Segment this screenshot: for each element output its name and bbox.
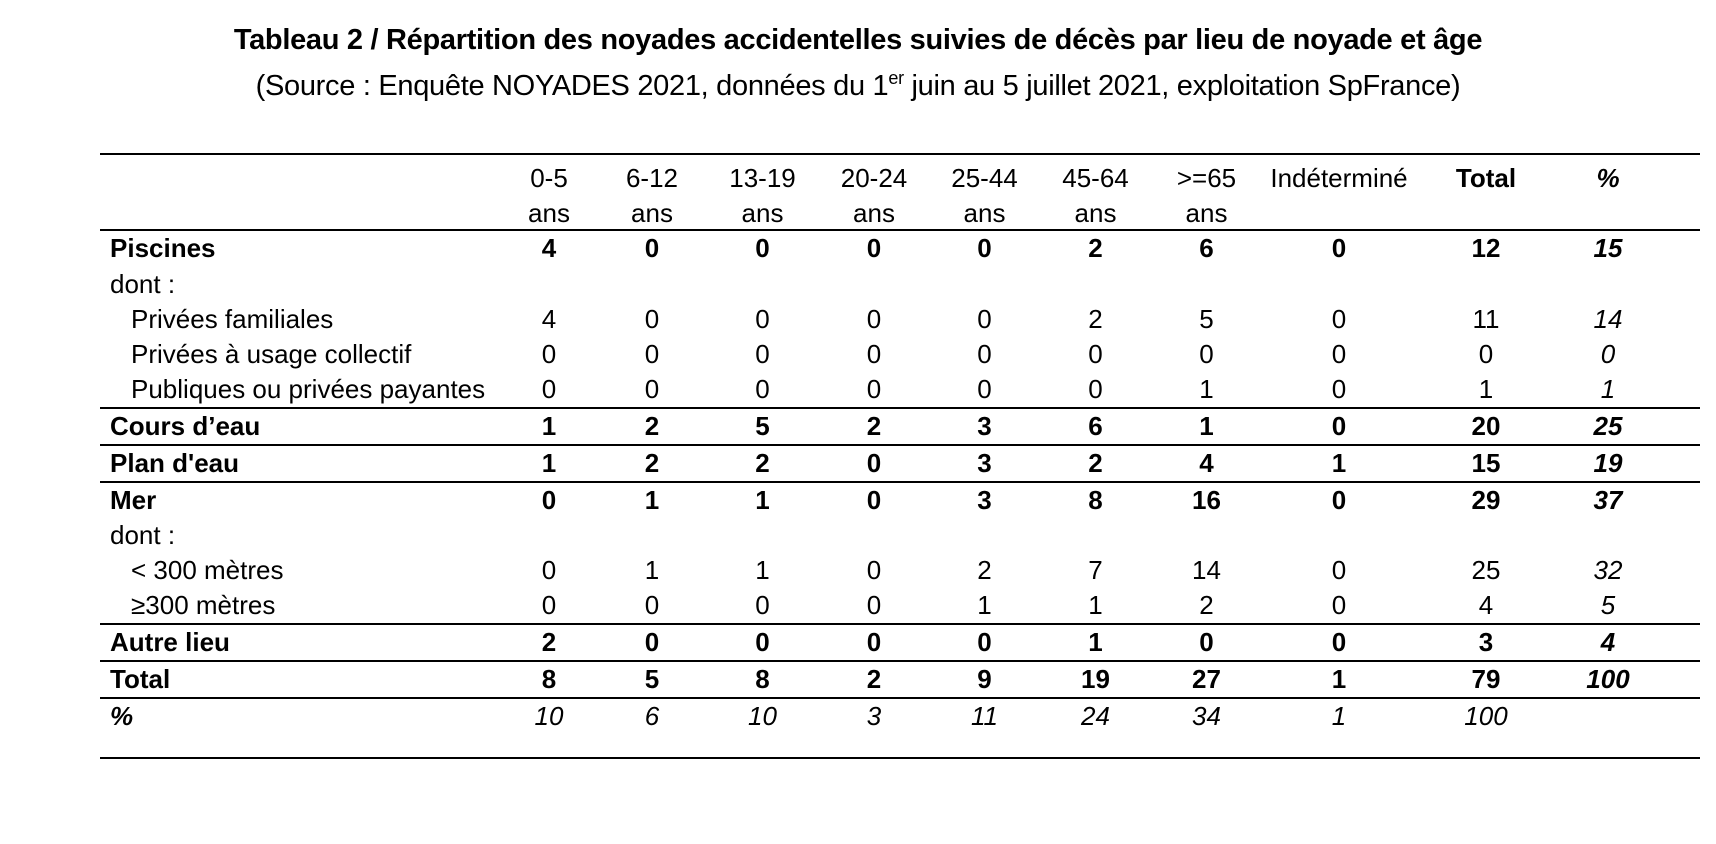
table-cell: 0 xyxy=(866,448,882,478)
table-cell: 10 xyxy=(748,701,777,731)
table-cell: 0 xyxy=(541,339,557,369)
table-cell: 1 xyxy=(1088,627,1103,657)
table-cell: 0 xyxy=(866,339,882,369)
table-cell: 4 xyxy=(1478,590,1494,620)
table-cell: 1 xyxy=(1331,448,1347,478)
table-cell: 2 xyxy=(755,448,770,478)
table-cell: 3 xyxy=(977,448,992,478)
table-cell: 1 xyxy=(755,555,770,585)
table-cell: 4 xyxy=(1199,448,1214,478)
table-cell: 0 xyxy=(866,485,882,515)
row-label: Privées familiales xyxy=(131,304,334,334)
table-cell: 0 xyxy=(1331,374,1347,404)
table-cell: 27 xyxy=(1192,664,1221,694)
table-cell: 0 xyxy=(866,374,882,404)
table-cell: 0 xyxy=(644,304,660,334)
row-label: ≥300 mètres xyxy=(131,590,276,620)
table-cell: 1 xyxy=(1478,374,1494,404)
table-cell xyxy=(1556,267,1660,302)
table-row xyxy=(100,483,1700,518)
table-cell: 0 xyxy=(644,590,660,620)
table-cell: 0 xyxy=(1331,339,1347,369)
table-cell: 1 xyxy=(644,555,660,585)
row-label: Total xyxy=(110,664,171,694)
table-cell xyxy=(1151,267,1262,302)
table-cell: 1 xyxy=(541,448,557,478)
table-cell xyxy=(706,518,819,553)
table-cell: 2 xyxy=(977,555,992,585)
table-cell: 0 xyxy=(1331,485,1347,515)
table-cell xyxy=(1262,518,1416,553)
col-header: 25-44 ans xyxy=(951,163,1018,228)
table-cell xyxy=(1416,518,1556,553)
table-cell xyxy=(929,267,1040,302)
table-row xyxy=(100,518,1700,553)
row-label: % xyxy=(110,701,134,731)
table-cell: 6 xyxy=(1088,411,1103,441)
table-cell: 0 xyxy=(1478,339,1494,369)
table-cell: 4 xyxy=(541,304,557,334)
row-label: Plan d'eau xyxy=(110,448,239,478)
table-cell: 19 xyxy=(1593,448,1623,478)
table-cell: 2 xyxy=(1199,590,1214,620)
table-cell: 1 xyxy=(541,411,557,441)
table-cell xyxy=(1416,267,1556,302)
table-cell: 0 xyxy=(1331,411,1347,441)
table-cell: 2 xyxy=(1088,448,1103,478)
table-row xyxy=(100,372,1700,409)
table-cell: 1 xyxy=(1331,664,1347,694)
table-cell: 5 xyxy=(755,411,770,441)
table-cell: 0 xyxy=(866,590,882,620)
table-cell: 0 xyxy=(755,590,770,620)
table-row xyxy=(100,231,1700,267)
table-cell xyxy=(1556,518,1660,553)
table-cell: 3 xyxy=(866,701,882,731)
table-cell: 2 xyxy=(1088,304,1103,334)
table-cell: 2 xyxy=(644,411,660,441)
table-cell: 1 xyxy=(644,485,660,515)
table-cell: 2 xyxy=(866,664,882,694)
table-cell: 8 xyxy=(1088,485,1103,515)
row-label: dont : xyxy=(110,520,176,550)
row-label: Piscines xyxy=(110,233,216,263)
table-cell xyxy=(500,267,598,302)
col-header: 20-24 ans xyxy=(840,163,908,228)
table-cell: 0 xyxy=(977,339,992,369)
table-cell: 1 xyxy=(1199,411,1214,441)
table-cell: 1 xyxy=(1088,590,1103,620)
table-cell: 0 xyxy=(977,233,992,263)
table-cell: 0 xyxy=(1331,627,1347,657)
table-row xyxy=(100,446,1700,483)
table-cell: 100 xyxy=(1586,664,1630,694)
table-cell: 2 xyxy=(644,448,660,478)
table-cell: 0 xyxy=(644,374,660,404)
table-cell: 0 xyxy=(541,590,557,620)
col-header: 6-12 ans xyxy=(625,163,679,228)
row-label: Mer xyxy=(110,485,157,515)
data-table xyxy=(100,153,1700,759)
table-cell: 1 xyxy=(1331,701,1347,731)
table-row xyxy=(100,662,1700,699)
table-cell: 0 xyxy=(755,374,770,404)
table-cell: 0 xyxy=(644,233,660,263)
table-cell: 6 xyxy=(1199,233,1214,263)
row-label: < 300 mètres xyxy=(131,555,284,585)
table-cell xyxy=(1040,518,1151,553)
table-cell: 15 xyxy=(1471,448,1501,478)
table-cell: 100 xyxy=(1464,701,1508,731)
table-cell: 0 xyxy=(866,304,882,334)
table-cell: 0 xyxy=(1088,339,1103,369)
table-cell: 20 xyxy=(1471,411,1501,441)
table-cell: 0 xyxy=(1331,555,1347,585)
table-cell xyxy=(929,518,1040,553)
table-row xyxy=(100,699,1700,759)
table-cell xyxy=(706,267,819,302)
row-label: Autre lieu xyxy=(110,627,230,657)
table-row xyxy=(100,625,1700,662)
table-cell: 0 xyxy=(977,627,992,657)
table-cell: 0 xyxy=(755,233,770,263)
table-cell: 0 xyxy=(1331,233,1347,263)
table-cell: 0 xyxy=(1331,590,1347,620)
table-cell: 4 xyxy=(541,233,557,263)
table-cell: 0 xyxy=(541,555,557,585)
table-cell: 10 xyxy=(534,701,564,731)
table-cell: 0 xyxy=(755,339,770,369)
table-cell: 6 xyxy=(644,701,660,731)
table-cell: 34 xyxy=(1192,701,1221,731)
table-cell: 5 xyxy=(1600,590,1616,620)
table-row xyxy=(100,553,1700,588)
col-header: 45-64 ans xyxy=(1062,163,1129,228)
table-cell: 11 xyxy=(1472,304,1500,334)
table-cell: 8 xyxy=(755,664,770,694)
col-header: >=65 ans xyxy=(1176,163,1237,228)
table-cell: 0 xyxy=(866,627,882,657)
table-cell: 1 xyxy=(1199,374,1214,404)
table-cell: 0 xyxy=(977,304,992,334)
table-cell: 0 xyxy=(755,304,770,334)
table-cell xyxy=(598,518,706,553)
table-cell: 14 xyxy=(1593,304,1623,334)
table-cell: 0 xyxy=(1199,339,1214,369)
row-label: Publiques ou privées payantes xyxy=(131,374,486,404)
row-label: Cours d’eau xyxy=(110,411,261,441)
table-cell: 2 xyxy=(541,627,557,657)
table-cell: 0 xyxy=(644,627,660,657)
table-row xyxy=(100,267,1700,302)
table-cell: 8 xyxy=(541,664,557,694)
table-cell: 24 xyxy=(1081,701,1110,731)
table-cell: 29 xyxy=(1471,485,1501,515)
table-cell: 5 xyxy=(644,664,660,694)
table-cell: 37 xyxy=(1593,485,1623,515)
table-cell xyxy=(598,267,706,302)
table-cell xyxy=(500,518,598,553)
table-row xyxy=(100,302,1700,337)
table-cell: 0 xyxy=(1600,339,1616,369)
table-row xyxy=(100,409,1700,446)
col-header: 13-19 ans xyxy=(729,163,796,228)
table-cell xyxy=(819,267,929,302)
table-cell: 4 xyxy=(1600,627,1616,657)
table-cell: 11 xyxy=(971,701,998,731)
col-header: Indéterminé xyxy=(1270,163,1408,193)
table-cell: 1 xyxy=(1600,374,1616,404)
header-row xyxy=(100,155,1700,231)
table-cell: 1 xyxy=(755,485,770,515)
table-cell: 32 xyxy=(1593,555,1623,585)
table-cell: 0 xyxy=(866,233,882,263)
table-cell: 0 xyxy=(1331,304,1347,334)
table-cell: 79 xyxy=(1471,664,1501,694)
table-cell: 25 xyxy=(1471,555,1501,585)
table-subtitle: (Source : Enquête NOYADES 2021, données du 1er juin au 5 juillet 2021, exploitation SpFrance) xyxy=(255,68,1461,102)
row-label: Privées à usage collectif xyxy=(131,339,412,369)
table-cell xyxy=(1040,267,1151,302)
table-cell: 19 xyxy=(1081,664,1110,694)
table-cell: 3 xyxy=(1478,627,1494,657)
table-cell xyxy=(1556,699,1660,757)
table-cell: 9 xyxy=(977,664,992,694)
row-label: dont : xyxy=(110,269,176,299)
table-cell: 0 xyxy=(1199,627,1214,657)
table-cell: 15 xyxy=(1593,233,1623,263)
table-title: Tableau 2 / Répartition des noyades accidentelles suivies de décès par lieu de noyade et âge xyxy=(233,24,1483,56)
table-cell xyxy=(1151,518,1262,553)
table-cell xyxy=(1262,267,1416,302)
table-cell: 7 xyxy=(1088,555,1103,585)
table-row xyxy=(100,588,1700,625)
table-cell: 0 xyxy=(977,374,992,404)
table-cell: 2 xyxy=(866,411,882,441)
table-cell: 16 xyxy=(1192,485,1221,515)
table-cell: 0 xyxy=(541,485,557,515)
table-cell: 0 xyxy=(541,374,557,404)
table-cell xyxy=(819,518,929,553)
table-cell: 1 xyxy=(977,590,992,620)
table-cell: 25 xyxy=(1593,411,1623,441)
table-row xyxy=(100,337,1700,372)
col-header: 0-5 ans xyxy=(528,163,570,228)
table-cell: 12 xyxy=(1471,233,1501,263)
table-cell: 3 xyxy=(977,411,992,441)
table-cell: 2 xyxy=(1088,233,1103,263)
table-cell: 3 xyxy=(977,485,992,515)
table-cell: 0 xyxy=(866,555,882,585)
table-cell: 5 xyxy=(1199,304,1214,334)
table-cell: 0 xyxy=(755,627,770,657)
col-header: Total xyxy=(1455,163,1517,193)
table-cell: 14 xyxy=(1192,555,1221,585)
table-cell: 0 xyxy=(1088,374,1103,404)
col-header: % xyxy=(1596,163,1620,193)
table-cell: 0 xyxy=(644,339,660,369)
